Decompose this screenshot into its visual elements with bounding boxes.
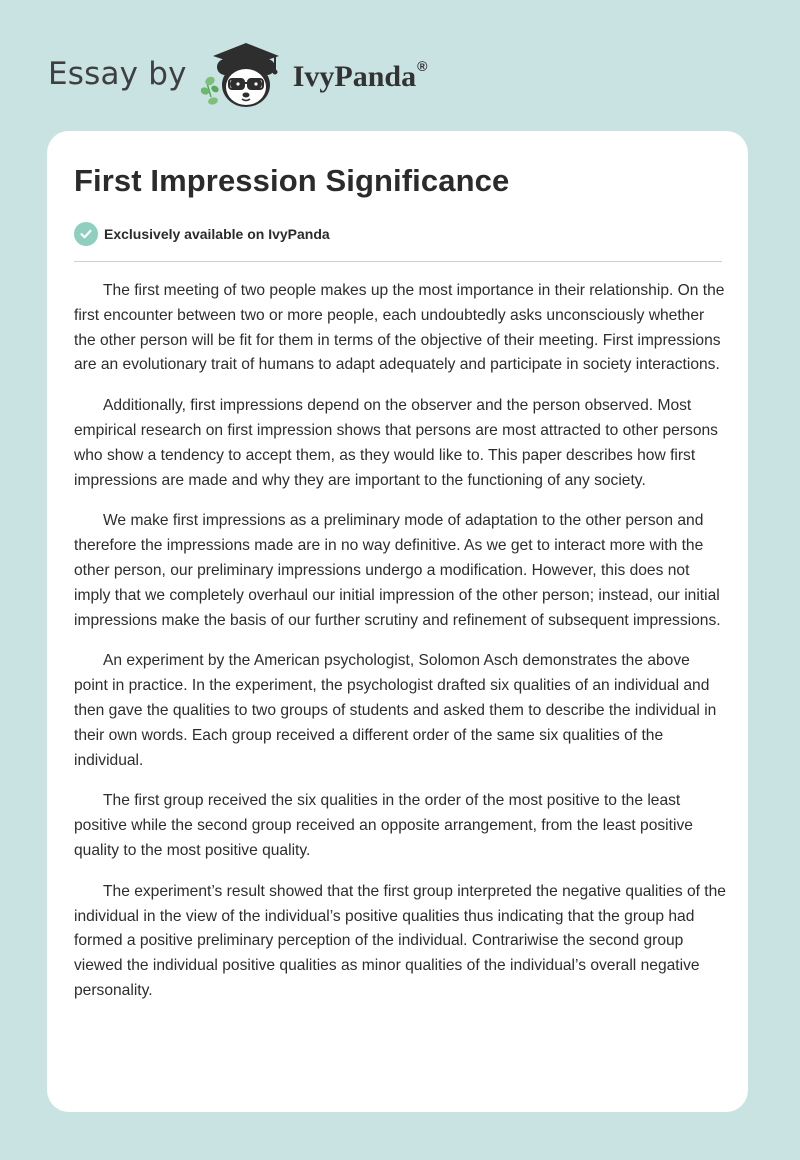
site-header: [48, 30, 427, 120]
essay-card: [47, 131, 748, 1112]
essay-body: [74, 279, 726, 1020]
essay-paragraph: The first meeting of two people makes up the most importance in their relationship. On the first encounter between two or more people, each undoubtedly asks unconsciously whether the other person will be fit for them in terms of the objective of their meeting. First impressions are an evolutionary trait of humans to adapt adequately and participate in society interactions.: [74, 282, 725, 374]
essay-paragraph: We make first impressions as a preliminary mode of adaptation to the other person and therefore the impressions made are in no way definitive. As we get to interact more with the other person, our preliminary impressions undergo a modification. However, this does not imply that we completely overhaul our initial impression of the other person; instead, our initial impressions make the basis of our further scrutiny and refinement of subsequent impressions.: [74, 512, 721, 629]
brand-name: [293, 60, 428, 94]
essay-paragraph: The experiment’s result showed that the first group interpreted the negative qualities of the individual in the view of the individual’s positive qualities thus indicating that the group had formed a positive preliminary perception of the individual. Contrariwise the second group viewed the individual positive qualities as minor qualities of the individual’s overall negative personality.: [74, 882, 726, 999]
exclusive-label: Exclusively available on IvyPanda: [104, 226, 330, 242]
brand-text: IvyPanda: [292, 60, 417, 93]
divider: [74, 261, 722, 262]
essay-paragraph: Additionally, first impressions depend on the observer and the person observed. Most empirical research on first impression shows that persons are most attracted to other persons who show a tendency to accept them, as they would like to. This paper describes how first impressions are made and why they are important to the functioning of any society.: [74, 397, 718, 489]
essay-by-label: Essay by: [48, 56, 187, 92]
page-title: First Impression Significance: [74, 163, 510, 198]
essay-paragraph: An experiment by the American psychologist, Solomon Asch demonstrates the above point in practice. In the experiment, the psychologist drafted six qualities of an individual and then gave the qualities to two groups of students and asked them to describe the individual in their own words. Each group received a different order of the same six qualities of the individual.: [74, 652, 717, 769]
check-circle-icon: [74, 222, 98, 246]
registered-mark: ®: [417, 58, 428, 74]
ivypanda-logo[interactable]: [201, 37, 428, 113]
exclusive-badge: [74, 222, 330, 246]
essay-paragraph: The first group received the six qualities in the order of the most positive to the least positive while the second group received an opposite arrangement, from the least positive quality to the most positive quality.: [74, 792, 693, 859]
panda-graduate-icon: [201, 37, 287, 113]
